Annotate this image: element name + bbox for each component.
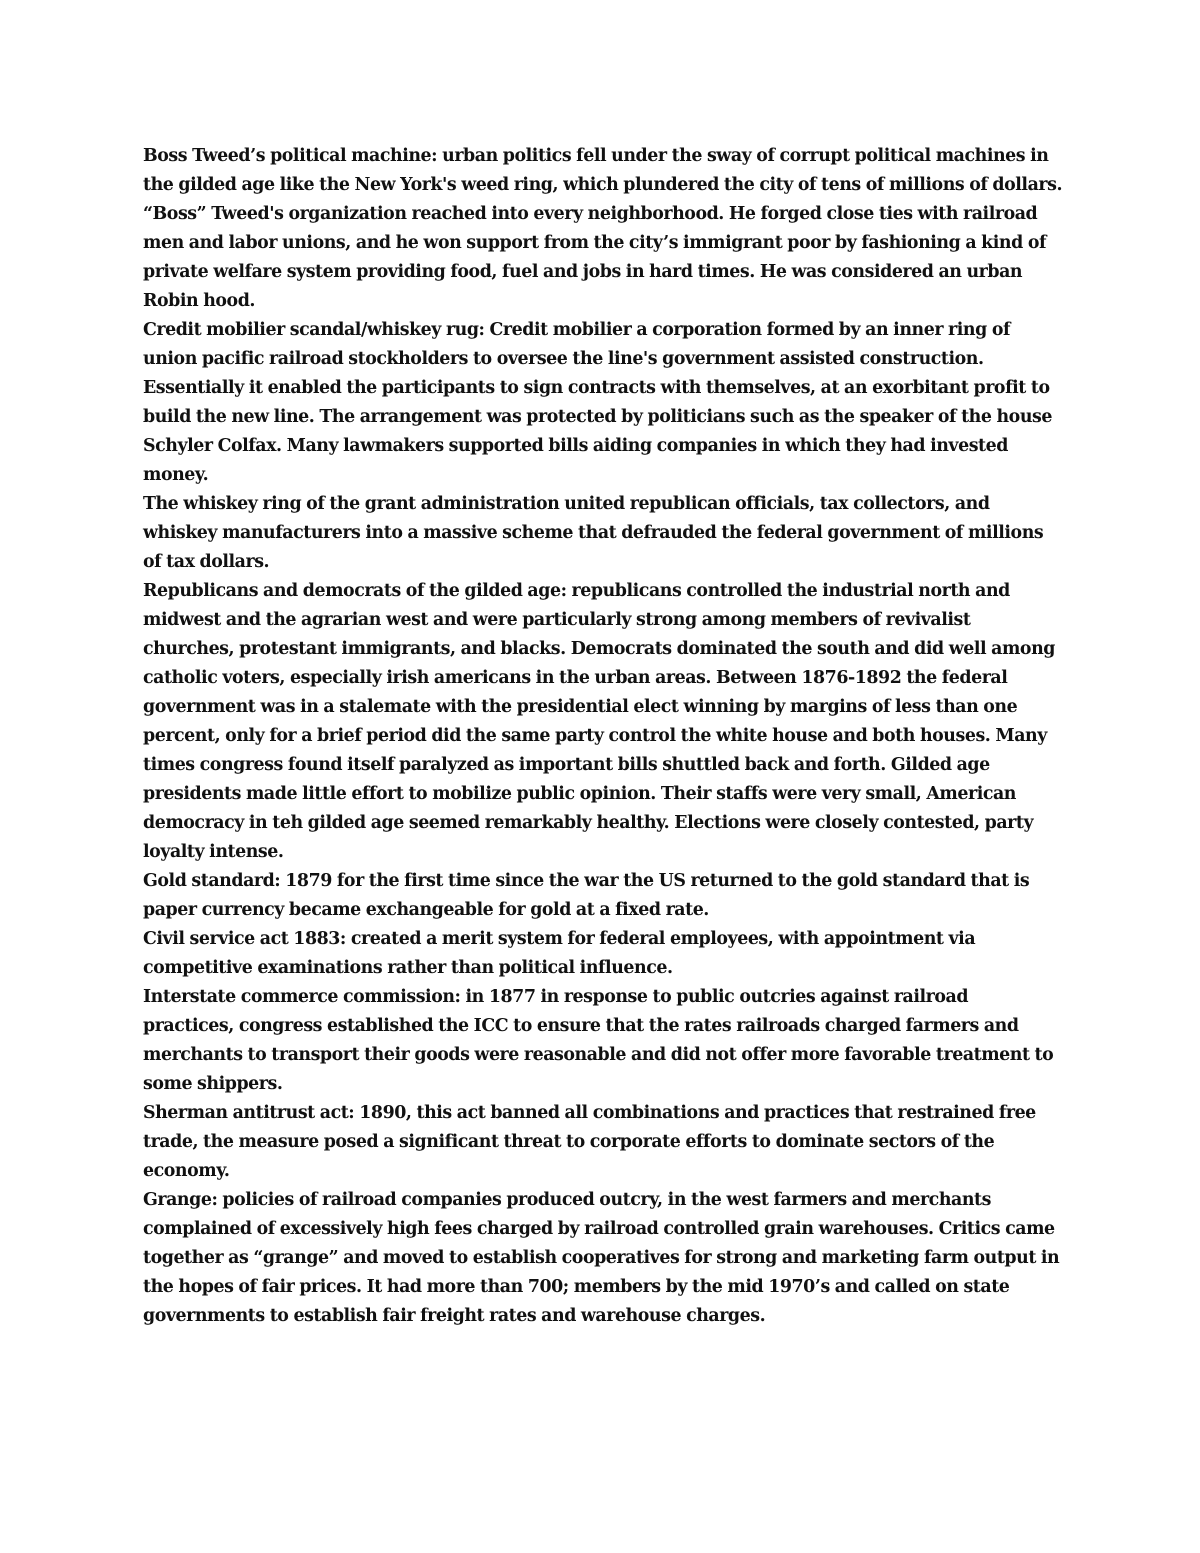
paragraph-credit-mobilier: Credit mobilier scandal/whiskey rug: Credit mobilier a corporation formed by an inner ring of union pacific railroad stockholders to oversee the line's government assisted construction. Essentially it enabled the participants to sign contracts with themselves, at an exorbitant profit to build the new line. The arrangement was protected by politicians such as the speaker of the house Schyler Colfax. Many lawmakers supported bills aiding companies in which they had invested money. <box>143 320 1052 485</box>
paragraph-civil-service-act: Civil service act 1883: created a merit system for federal employees, with appointment via competitive examinations rather than political influence. <box>143 929 976 978</box>
paragraph-whiskey-ring: The whiskey ring of the grant administration united republican officials, tax collectors, and whiskey manufacturers into a massive scheme that defrauded the federal government of millions of tax dollars. <box>143 494 1044 572</box>
paragraph-boss-tweed: Boss Tweed’s political machine: urban politics fell under the sway of corrupt political machines in the gilded age like the New York's weed ring, which plundered the city of tens of millions of dollars. “Boss” Tweed's organization reached into every neighborhood. He forged close ties with railroad men and labor unions, and he won support from the city’s immigrant poor by fashioning a kind of private welfare system providing food, fuel and jobs in hard times. He was considered an urban Robin hood. <box>143 146 1063 311</box>
paragraph-grange: Grange: policies of railroad companies produced outcry, in the west farmers and merchants complained of excessively high fees charged by railroad controlled grain warehouses. Critics came together as “grange” and moved to establish cooperatives for strong and marketing farm output in the hopes of fair prices. It had more than 700; members by the mid 1970’s and called on state governments to establish fair freight rates and warehouse charges. <box>143 1190 1060 1326</box>
paragraph-gold-standard: Gold standard: 1879 for the first time since the war the US returned to the gold standard that is paper currency became exchangeable for gold at a fixed rate. <box>143 871 1030 920</box>
paragraph-sherman-antitrust: Sherman antitrust act: 1890, this act banned all combinations and practices that restrained free trade, the measure posed a significant threat to corporate efforts to dominate sectors of the economy. <box>143 1103 1036 1181</box>
document-body <box>143 142 1063 1331</box>
paragraph-republicans-democrats: Republicans and democrats of the gilded age: republicans controlled the industrial north and midwest and the agrarian west and were particularly strong among members of revivalist churches, protestant immigrants, and blacks. Democrats dominated the south and did well among catholic voters, especially irish americans in the urban areas. Between 1876-1892 the federal government was in a stalemate with the presidential elect winning by margins of less than one percent, only for a brief period did the same party control the white house and both houses. Many times congress found itself paralyzed as important bills shuttled back and forth. Gilded age presidents made little effort to mobilize public opinion. Their staffs were very small, American democracy in teh gilded age seemed remarkably healthy. Elections were closely contested, party loyalty intense. <box>143 581 1055 862</box>
paragraph-interstate-commerce: Interstate commerce commission: in 1877 in response to public outcries against railroad practices, congress established the ICC to ensure that the rates railroads charged farmers and merchants to transport their goods were reasonable and did not offer more favorable treatment to some shippers. <box>143 987 1054 1094</box>
